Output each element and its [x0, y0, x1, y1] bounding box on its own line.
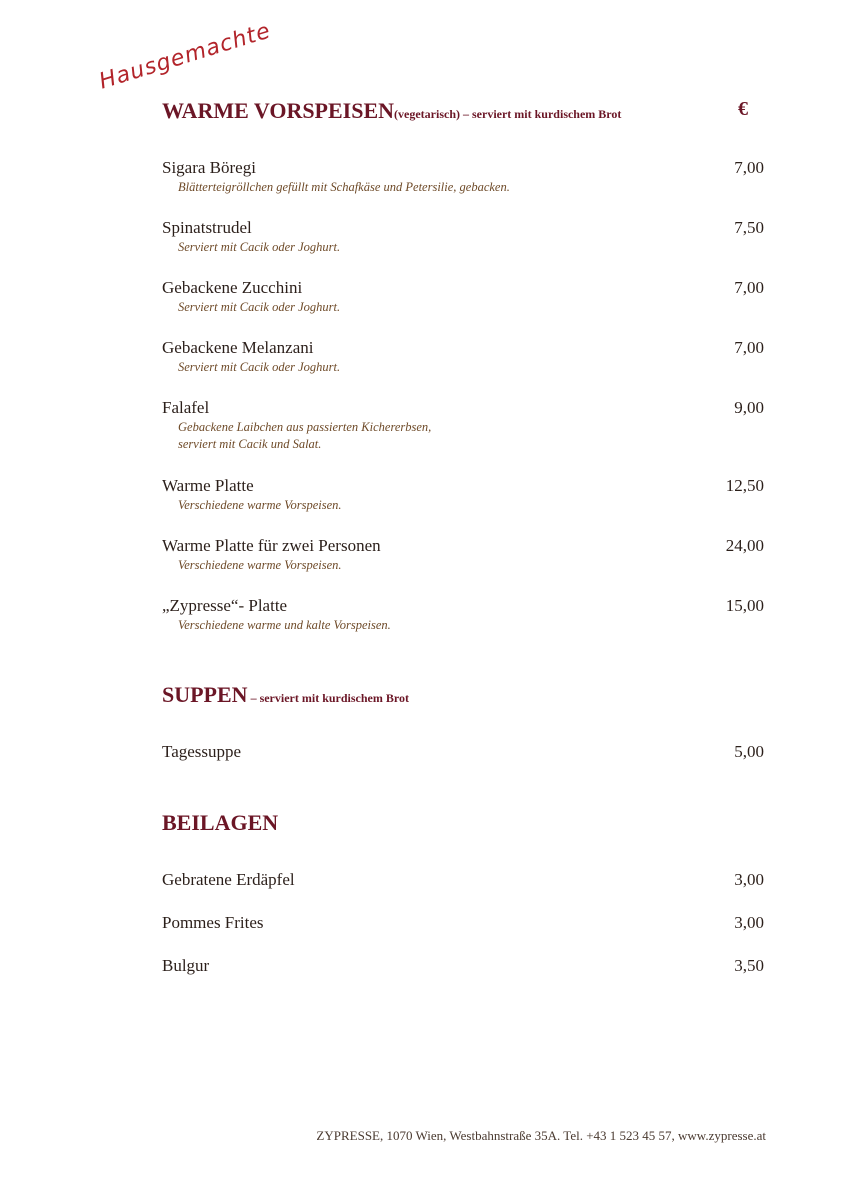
item-description: Gebackene Laibchen aus passierten Kichererbsen, serviert mit Cacik und Salat. [178, 420, 432, 451]
item-name: Gebackene Melanzani [162, 338, 314, 357]
item-name: Falafel [162, 398, 210, 417]
item-name: Warme Platte [162, 476, 254, 495]
item-price: 3,00 [734, 913, 764, 932]
item-price: 7,00 [734, 278, 764, 297]
item-price: 24,00 [725, 536, 764, 555]
item-price: 3,00 [734, 870, 764, 889]
soups-subtitle: – serviert mit kurdischem Brot [247, 691, 409, 705]
item-name: Pommes Frites [162, 913, 264, 932]
item-description: Serviert mit Cacik oder Joghurt. [178, 360, 341, 374]
item-price: 7,50 [734, 218, 764, 237]
menu-item [162, 956, 764, 976]
item-name: Tagessuppe [162, 742, 242, 761]
item-description: Verschiedene warme Vorspeisen. [178, 558, 342, 572]
menu-item [162, 536, 764, 574]
menu-item [162, 278, 764, 316]
item-name: Warme Platte für zwei Personen [162, 536, 381, 555]
item-price: 3,50 [734, 956, 764, 975]
menu-item [162, 596, 764, 634]
soups-title: SUPPEN [162, 682, 248, 707]
item-name: Gebratene Erdäpfel [162, 870, 295, 889]
sides-heading [162, 810, 278, 836]
item-price: 15,00 [725, 596, 764, 615]
warm-starters-subtitle: (vegetarisch) – serviert mit kurdischem Brot [394, 107, 622, 121]
menu-item [162, 742, 764, 762]
currency-symbol: € [738, 98, 748, 120]
warm-starters-heading [162, 98, 621, 124]
item-description: Verschiedene warme Vorspeisen. [178, 498, 342, 512]
item-price: 12,50 [725, 476, 764, 495]
item-name: Bulgur [162, 956, 210, 975]
menu-item [162, 870, 764, 890]
item-price: 5,00 [734, 742, 764, 761]
warm-starters-title: WARME VORSPEISEN [162, 98, 395, 123]
item-price: 7,00 [734, 158, 764, 177]
menu-item [162, 476, 764, 514]
item-description: Verschiedene warme und kalte Vorspeisen. [178, 618, 391, 632]
hausgemachte-stamp: Hausgemachte [96, 18, 274, 95]
item-name: „Zypresse“- Platte [162, 596, 288, 615]
menu-item [162, 338, 764, 376]
item-description: Serviert mit Cacik oder Joghurt. [178, 240, 341, 254]
item-description: Serviert mit Cacik oder Joghurt. [178, 300, 341, 314]
soups-heading [162, 682, 409, 708]
item-name: Spinatstrudel [162, 218, 252, 237]
footer-address: ZYPRESSE, 1070 Wien, Westbahnstraße 35A. Tel. +43 1 523 45 57, www.zypresse.at [316, 1128, 766, 1143]
menu-item [162, 158, 764, 196]
menu-item [162, 398, 764, 453]
item-description: Blätterteigröllchen gefüllt mit Schafkäse und Petersilie, gebacken. [178, 180, 510, 194]
item-name: Sigara Böregi [162, 158, 256, 177]
sides-title: BEILAGEN [162, 810, 279, 835]
item-price: 7,00 [734, 338, 764, 357]
item-name: Gebackene Zucchini [162, 278, 303, 297]
item-price: 9,00 [734, 398, 764, 417]
menu-item [162, 218, 764, 256]
menu-item [162, 913, 764, 933]
